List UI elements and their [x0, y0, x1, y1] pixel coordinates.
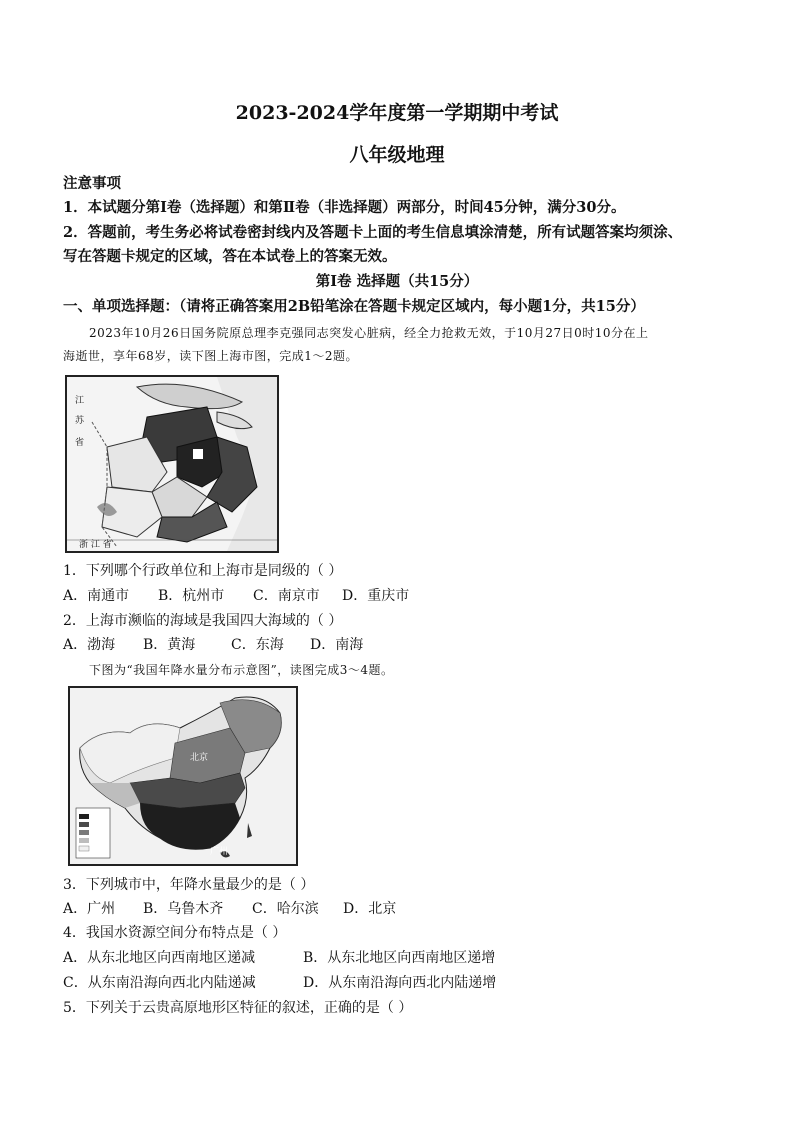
- q1-stem: 1．下列哪个行政单位和上海市是同级的（ ）: [63, 563, 343, 579]
- q3-stem: 3．下列城市中，年降水量最少的是（ ）: [63, 877, 315, 893]
- q4-option-c: C．从东南沿海向西北内陆递减: [63, 975, 256, 991]
- map2-label-beijing: 北京: [190, 753, 209, 763]
- q3-option-c: C．哈尔滨: [252, 901, 319, 917]
- q4-option-d: D．从东南沿海向西北内陆递增: [303, 975, 497, 991]
- q4-stem: 4．我国水资源空间分布特点是（ ）: [63, 925, 287, 941]
- map1-label-jiangsu-3: 省: [75, 438, 85, 448]
- shanghai-map: [65, 375, 279, 553]
- q2-option-b: B．黄海: [143, 637, 196, 653]
- q2-option-d: D．南海: [310, 637, 364, 653]
- part1-heading: 第Ⅰ卷 选择题（共15分）: [315, 273, 479, 290]
- map1-label-jiangsu-1: 江: [75, 396, 85, 406]
- passage1-line2: 海逝世，享年68岁，读下图上海市图，完成1～2题。: [63, 349, 359, 363]
- exam-title: 2023-2024学年度第一学期期中考试: [235, 102, 559, 124]
- q1-option-b: B．杭州市: [158, 588, 225, 604]
- q3-option-a: A．广州: [63, 901, 116, 917]
- notes-item-2-line1: 2．答题前，考生务必将试卷密封线内及答题卡上面的考生信息填涂清楚，所有试题答案均须涂、: [63, 224, 683, 241]
- q3-option-b: B．乌鲁木齐: [143, 901, 224, 917]
- notes-item-2-line2: 写在答题卡规定的区域，答在本试卷上的答案无效。: [63, 248, 397, 265]
- q1-option-d: D．重庆市: [342, 588, 410, 604]
- q5-stem: 5．下列关于云贵高原地形区特征的叙述，正确的是（ ）: [63, 1000, 413, 1016]
- q3-option-d: D．北京: [343, 901, 397, 917]
- map1-label-zhejiang: 浙 江 省: [79, 540, 112, 550]
- passage2-line1: 下图为“我国年降水量分布示意图”，读图完成3～4题。: [89, 663, 394, 677]
- notes-item-1: 1．本试题分第Ⅰ卷（选择题）和第Ⅱ卷（非选择题）两部分，时间45分钟，满分30分。: [63, 199, 626, 216]
- passage1-line1: 2023年10月26日国务院原总理李克强同志突发心脏病，经全力抢救无效，于10月27日0时10分在上: [89, 326, 649, 340]
- map2-label-guangzhou: 广州: [210, 847, 229, 857]
- shanghai-map-graphic: [67, 377, 277, 551]
- q2-option-c: C．东海: [231, 637, 284, 653]
- q1-option-c: C．南京市: [253, 588, 320, 604]
- q4-option-b: B．从东北地区向西南地区递增: [303, 950, 496, 966]
- notes-heading: 注意事项: [63, 175, 121, 192]
- q2-option-a: A．渤海: [63, 637, 116, 653]
- q2-stem: 2．上海市濒临的海域是我国四大海域的（ ）: [63, 613, 343, 629]
- map1-label-jiangsu-2: 苏: [75, 416, 85, 426]
- section-heading: 一、单项选择题：（请将正确答案用2B铅笔涂在答题卡规定区域内，每小题1分，共15分）: [63, 298, 645, 315]
- q4-option-a: A．从东北地区向西南地区递减: [63, 950, 256, 966]
- china-precipitation-map: [68, 686, 298, 866]
- china-precipitation-map-graphic: [70, 688, 296, 864]
- q1-option-a: A．南通市: [63, 588, 130, 604]
- exam-subtitle: 八年级地理: [349, 144, 445, 166]
